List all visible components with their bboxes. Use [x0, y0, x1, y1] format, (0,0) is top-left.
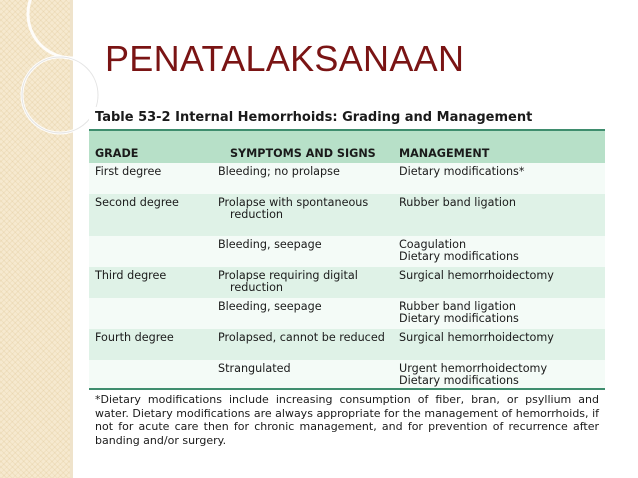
hemorrhoid-grading-table — [89, 107, 605, 452]
cell-grade — [89, 298, 228, 329]
table-header-row — [89, 131, 605, 163]
cell-grade: Second degree — [95, 196, 179, 209]
table-row — [89, 329, 605, 360]
cell-grade — [89, 236, 228, 267]
header-grade: GRADE — [95, 147, 139, 160]
cell-symptoms: Strangulated — [218, 362, 291, 375]
cell-symptoms: Bleeding; no prolapse — [218, 165, 340, 178]
cell-management: Surgical hemorrhoidectomy — [399, 269, 554, 282]
table-footnote: *Dietary modifications include increasing consumption of fiber, bran, or psyllium and water. Dietary modifications are always appropriate for the management of hemorrhoids, if not for acute care then for chronic management, and for prevention of recurrence after banding and/or surgery. — [89, 388, 605, 450]
ring-accent — [22, 57, 98, 133]
header-symptoms: SYMPTOMS AND SIGNS — [230, 147, 376, 160]
cell-grade: Third degree — [95, 269, 167, 282]
cell-management: Surgical hemorrhoidectomy — [399, 331, 554, 344]
cell-management: Rubber band ligation — [399, 196, 516, 209]
slide-title: PENATALAKSANAAN — [105, 38, 465, 79]
table-caption: Table 53-2 Internal Hemorrhoids: Grading and Management — [89, 107, 605, 131]
cell-grade: Fourth degree — [95, 331, 174, 344]
ring-large — [28, 0, 110, 58]
cell-symptoms: Prolapse requiring digital reduction — [218, 269, 358, 294]
cell-grade — [89, 360, 228, 388]
cell-management: Urgent hemorrhoidectomy Dietary modifications — [399, 362, 548, 387]
header-management: MANAGEMENT — [399, 147, 490, 160]
table-row — [89, 163, 605, 194]
table-row — [89, 194, 605, 236]
cell-management: Rubber band ligation Dietary modifications — [399, 300, 519, 325]
cell-symptoms: Bleeding, seepage — [218, 300, 322, 313]
table-row — [89, 236, 605, 267]
cell-grade: First degree — [95, 165, 162, 178]
cell-management: Dietary modifications* — [399, 165, 525, 178]
cell-symptoms: Prolapse with spontaneous reduction — [218, 196, 369, 221]
table-row — [89, 298, 605, 329]
table-row — [89, 267, 605, 298]
table-row — [89, 360, 605, 388]
cell-management: Coagulation Dietary modifications — [399, 238, 519, 263]
cell-symptoms: Prolapsed, cannot be reduced — [218, 331, 385, 344]
cell-symptoms: Bleeding, seepage — [218, 238, 322, 251]
